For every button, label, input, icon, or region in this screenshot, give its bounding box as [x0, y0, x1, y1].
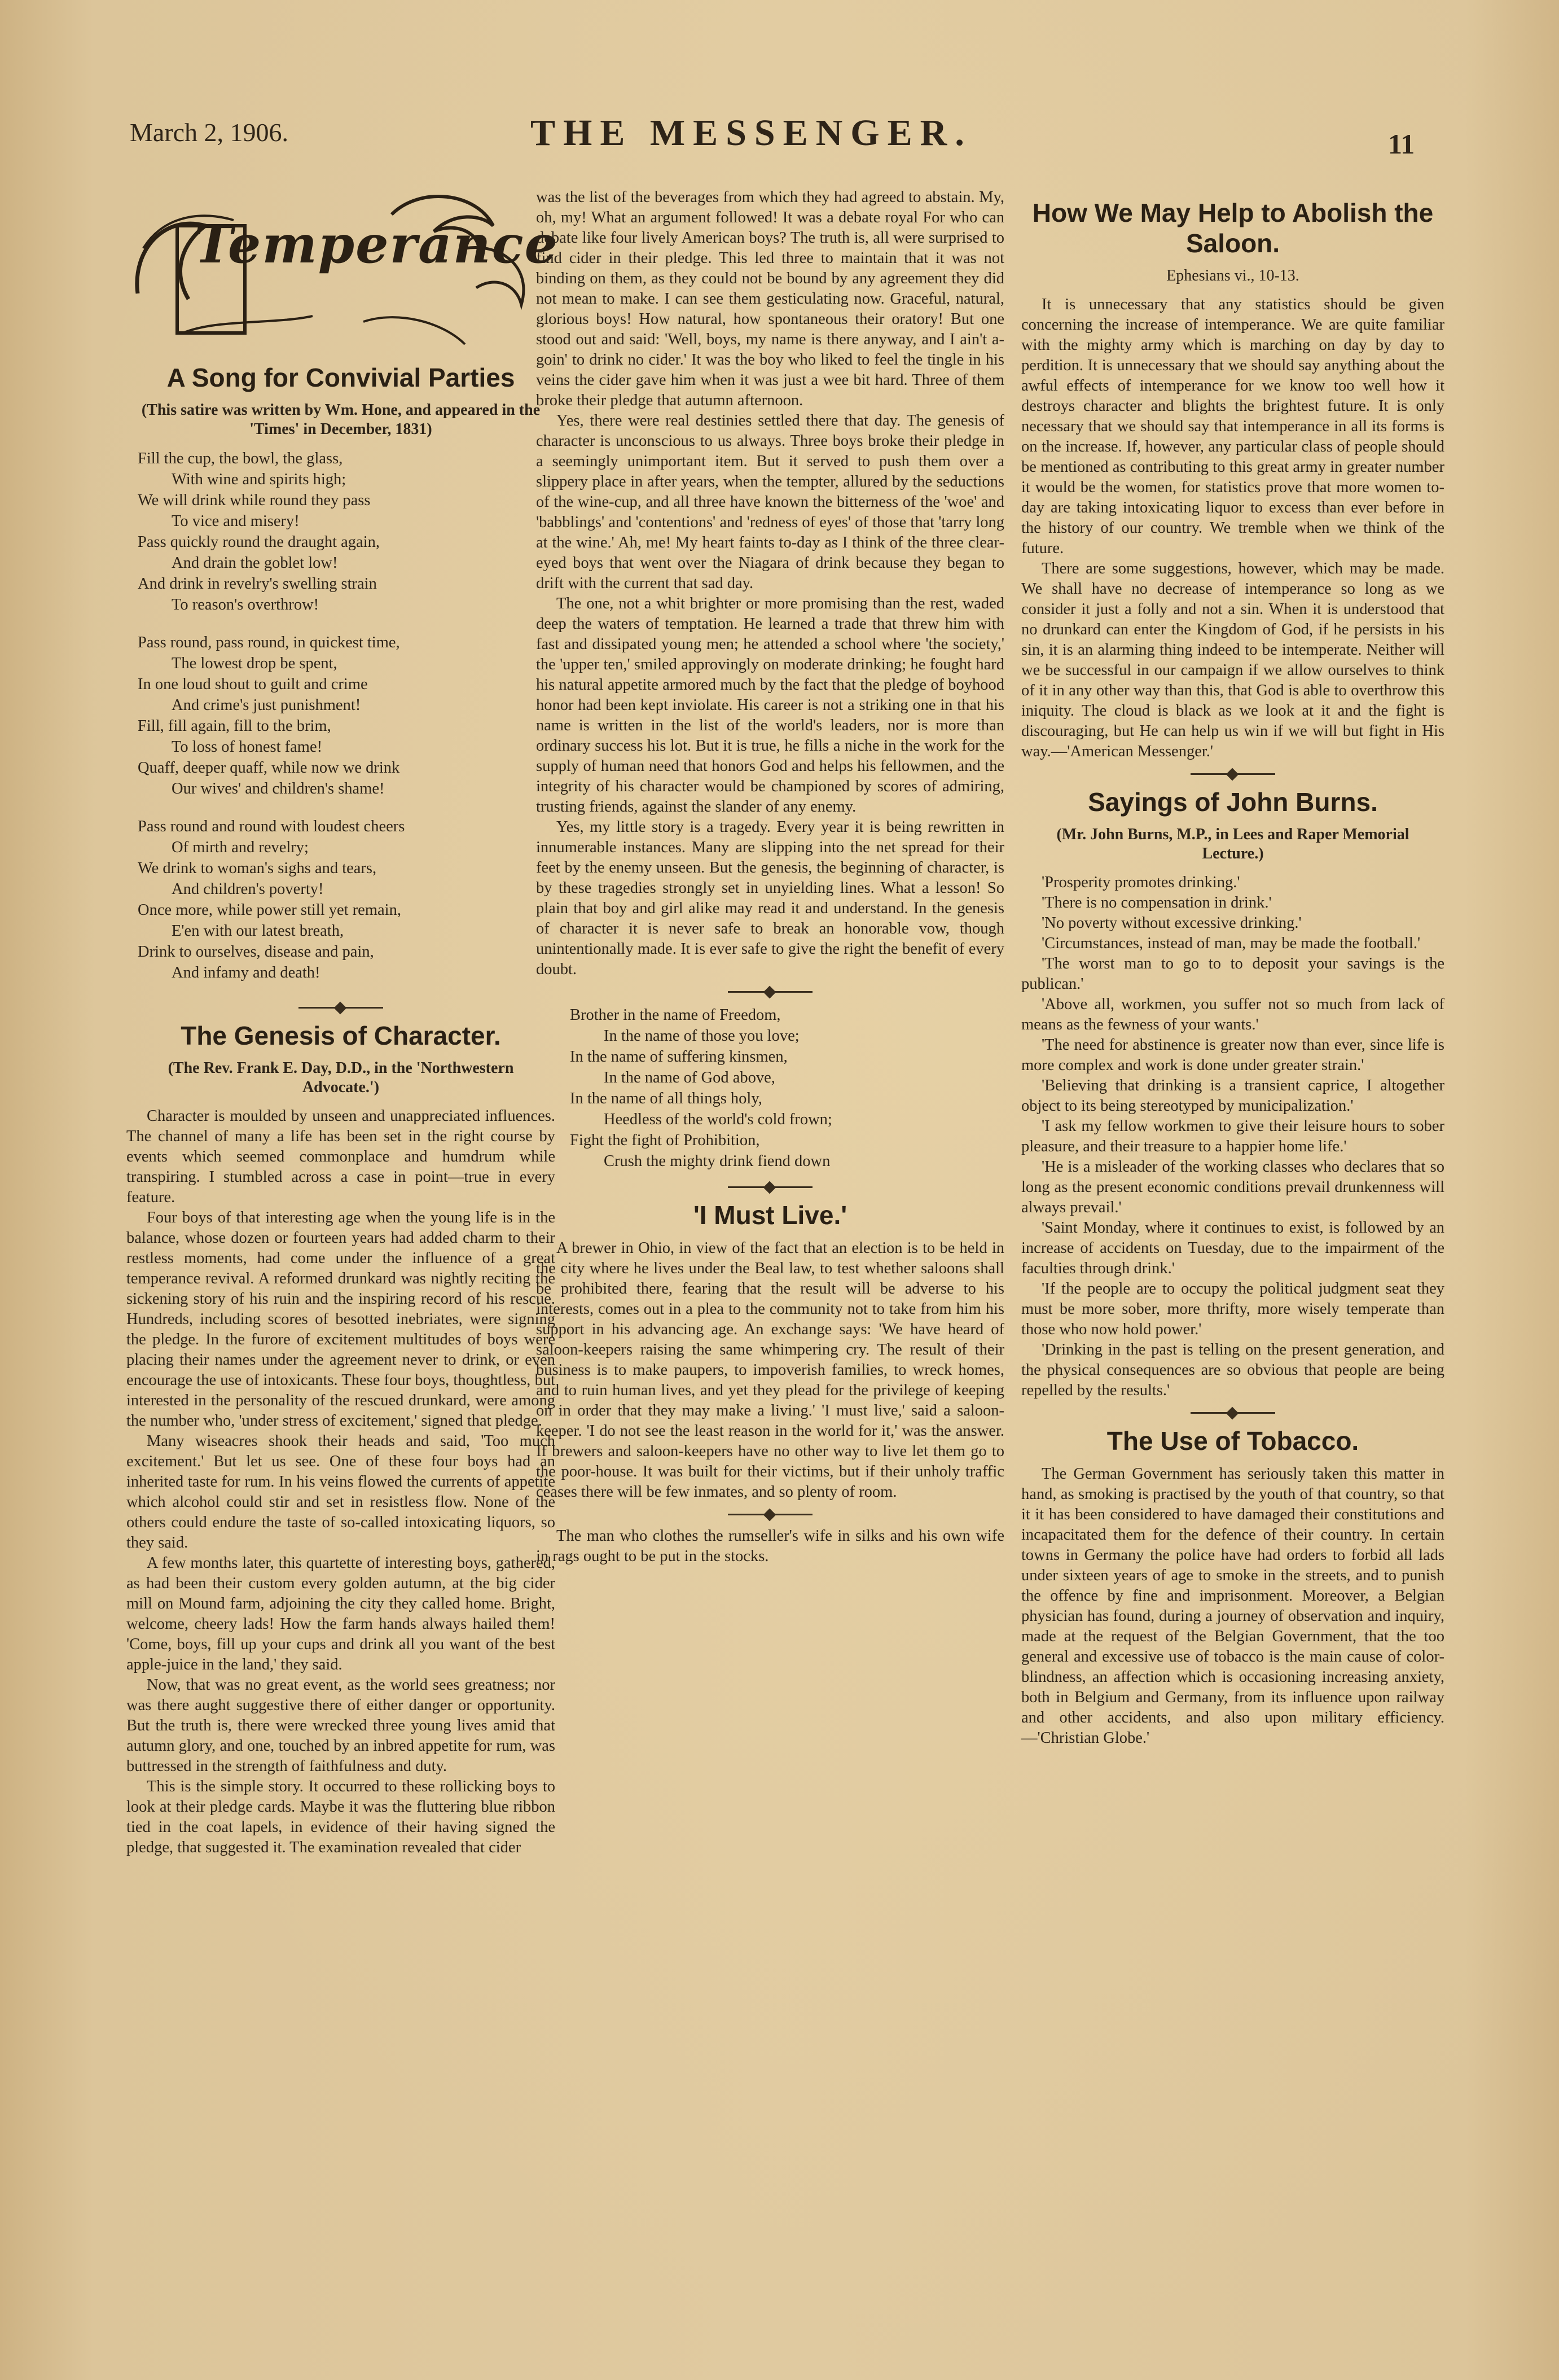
- burns-saying: 'Believing that drinking is a transient caprice, I altogether object to its being stereotyped by municipalization.': [1021, 1077, 1444, 1115]
- verse-line: In the name of all things holy,: [570, 1090, 762, 1107]
- burns-source: (Mr. John Burns, M.P., in Lees and Raper Memorial Lecture.): [1056, 826, 1409, 862]
- article-paragraph: was the list of the beverages from which they had agreed to abstain. My, oh, my! What an argument followed! It was a debate royal For who can debate like four lively American boys? The truth is, all were surprised to find cider in their pledge. This led three to maintain that it was not binding on them, as they could not be bound by any agreement they did not mean to make. I can see them gesticulating now. Graceful, natural, glorious boys! How natural, how spontaneous their oratory! But one stood out and said: 'Well, boys, my name is there anyway, and I ain't a-goin' to drink no cider.' It was the boy who liked to feel the tingle in his veins the cider gave him when it was just a wee bit hard. Three of them broke their pledge that autumn afternoon.: [536, 189, 1004, 409]
- burns-saying: 'Prosperity promotes drinking.': [1042, 874, 1240, 891]
- verse-line: And crime's just punishment!: [172, 696, 361, 714]
- page-number: 11: [1388, 128, 1415, 160]
- burns-saying: 'No poverty without excessive drinking.': [1042, 914, 1302, 932]
- must-live-title: 'I Must Live.': [693, 1200, 847, 1230]
- article-paragraph: The German Government has seriously taken this matter in hand, as smoking is practised by the youth of that country, so that it it has been considered to have damaged their constitutions and incapacitated them for the defence of their country. In certain towns in Germany the police have had orders to forbid all lads under sixteen years of age to smoke in the streets, and to punish the offence by fine and imprisonment. Moreover, a Belgian physician has found, during a journey of observation and inquiry, made at the request of the Belgian Government, that the too general and excessive use of tobacco is the main cause of color-blindness, an affection which is occasioning increasing anxiety, both in Belgium and Germany, from its influence upon railway and other accidents, and also upon military efficiency.—'Christian Globe.': [1021, 1465, 1444, 1747]
- abolish-title: How We May Help to Abolish the Saloon.: [1032, 198, 1434, 258]
- burns-saying: 'Drinking in the past is telling on the present generation, and the physical consequences are so obvious that people are being repelled by the results.': [1021, 1341, 1444, 1399]
- masthead-title: THE MESSENGER.: [530, 112, 972, 154]
- abolish-source: Ephesians vi., 10-13.: [1166, 267, 1299, 284]
- column-right: [1021, 192, 1444, 1748]
- burns-saying: 'If the people are to occupy the political judgment seat they must be more sober, more thrifty, more wisely temperate than those who now hold power.': [1021, 1280, 1444, 1338]
- genesis-source: (The Rev. Frank E. Day, D.D., in the 'Northwestern Advocate.'): [168, 1059, 514, 1096]
- burns-saying: 'The need for abstinence is greater now than ever, since life is more complex and work is done under greater strain.': [1021, 1036, 1444, 1074]
- verse-line: Pass round, pass round, in quickest time,: [138, 634, 400, 651]
- rumseller-note: The man who clothes the rumseller's wife in silks and his own wife in rags ought to be put in the stocks.: [536, 1527, 1004, 1565]
- burns-saying: 'He is a misleader of the working classes who declares that so long as the present economic conditions prevail drunkenness will always prevail.': [1021, 1158, 1444, 1216]
- article-paragraph: The one, not a whit brighter or more promising than the rest, waded deep the waters of temptation. He learned a trade that threw him with fast and dissipated young men; he attended a school where 'the society,' the 'upper ten,' smiled approvingly on moderate drinking; he fought hard his natural appetite armored much by the fact that the pledge of boyhood honor had been kept inviolate. His career is not a striking one in that his name is written in the list of the world's leaders, nor is more than ordinary success his lot. But it is true, he fills a niche in the work for the supply of human need that honors God and helps his fellowmen, and the integrity of his character would be championed by scores of admiring, trusting friends, against the slander of any enemy.: [536, 595, 1004, 816]
- verse-line: Pass round and round with loudest cheers: [138, 818, 405, 835]
- burns-saying: 'Saint Monday, where it continues to exist, is followed by an increase of accidents on Tuesday, due to the impairment of the faculties through drink.': [1021, 1219, 1444, 1277]
- verse-line: Heedless of the world's cold frown;: [604, 1111, 832, 1128]
- verse-line: The lowest drop be spent,: [172, 655, 337, 672]
- section-divider: [536, 1507, 1004, 1522]
- song-verse: [138, 448, 555, 983]
- burns-saying: 'Above all, workmen, you suffer not so much from lack of means as the fewness of your wants.': [1021, 996, 1444, 1033]
- column-middle: [536, 187, 1004, 1567]
- verse-line: And infamy and death!: [172, 964, 320, 981]
- verse-line: In the name of those you love;: [604, 1027, 800, 1045]
- section-divider: [1021, 766, 1444, 781]
- verse-line: To vice and misery!: [172, 512, 300, 530]
- burns-saying: 'Circumstances, instead of man, may be made the football.': [1042, 935, 1421, 952]
- freedom-verse: [570, 1005, 1004, 1172]
- verse-line: And drink in revelry's swelling strain: [138, 575, 377, 593]
- verse-line: Fight the fight of Prohibition,: [570, 1132, 760, 1149]
- article-paragraph: Character is moulded by unseen and unappreciated influences. The channel of many a life has been set in the right course by events which seemed commonplace and humdrum while transpiring. I stumbled across a case in point—true in every feature.: [126, 1107, 555, 1206]
- article-paragraph: Yes, my little story is a tragedy. Every year it is being rewritten in innumerable instances. Many are slipping into the net spread for their feet by the enemy unseen. But the genesis, the beginning of character, is by these tragedies strongly set in unyielding lines. What a lesson! So plain that boy and girl alike may read it and understand. In the genesis of character it is never safe to break an honorable vow, though unintentionally made. It is ever safe to give the right the benefit of every doubt.: [536, 818, 1004, 978]
- article-paragraph: A few months later, this quartette of interesting boys, gathered, as had been their custom every golden autumn, at the big cider mill on Mound farm, adjoining the city they called home. Bright, welcome, cheery lads! How the farm hands always hailed them! 'Come, boys, fill up your cups and drink all you want of the best apple-juice in the land,' they said.: [126, 1554, 555, 1673]
- verse-line: We drink to woman's sighs and tears,: [138, 860, 377, 877]
- song-stanza-3: [138, 816, 555, 983]
- article-paragraph: It is unnecessary that any statistics should be given concerning the increase of intemperance. We are quite familiar with the mighty army which is marching on day by day to perdition. It is unnecessary that we should say anything about the awful effects of intemperance for we know too well how it destroys character and blights the brightest future. It is only necessary that we should say that intemperance in all its forms is on the increase. If, however, any particular class of people should be mentioned as contributing to this great army in greater number it would be the women, for statistics prove that more women to-day are taking intoxicating liquor to excess than ever before in the history of our country. We tremble when we think of the future.: [1021, 296, 1444, 557]
- burns-saying: 'The worst man to go to to deposit your savings is the publican.': [1021, 955, 1444, 993]
- issue-date: March 2, 1906.: [130, 118, 289, 147]
- verse-line: E'en with our latest breath,: [172, 922, 344, 940]
- verse-line: Fill, fill again, fill to the brim,: [138, 717, 331, 735]
- song-title: A Song for Convivial Parties: [166, 363, 515, 392]
- section-divider: [126, 1000, 555, 1015]
- verse-line: In the name of suffering kinsmen,: [570, 1048, 788, 1066]
- tobacco-title: The Use of Tobacco.: [1106, 1426, 1359, 1456]
- verse-line: Brother in the name of Freedom,: [570, 1006, 781, 1024]
- temperance-heading: Temperance: [194, 214, 559, 275]
- verse-line: In one loud shout to guilt and crime: [138, 676, 368, 693]
- verse-line: And drain the goblet low!: [172, 554, 338, 572]
- section-divider: [1021, 1405, 1444, 1420]
- article-paragraph: Many wiseacres shook their heads and said, 'Too much excitement.' But let us see. One of these four boys had an inherited taste for rum. In his veins flowed the currents of appetite which alcohol could stir and set in resistless flow. None of the others could endure the taste of so-called intoxicating liquors, so they said.: [126, 1432, 555, 1551]
- burns-saying: 'I ask my fellow workmen to give their leisure hours to sober pleasure, and their treasure to a happier home life.': [1021, 1117, 1444, 1155]
- verse-line: With wine and spirits high;: [172, 471, 346, 488]
- verse-line: Crush the mighty drink fiend down: [604, 1152, 831, 1170]
- temperance-banner: [126, 181, 559, 350]
- verse-line: Once more, while power still yet remain,: [138, 901, 401, 919]
- verse-line: Pass quickly round the draught again,: [138, 533, 380, 551]
- verse-line: Fill the cup, the bowl, the glass,: [138, 450, 343, 467]
- verse-line: To reason's overthrow!: [172, 596, 319, 613]
- column-left: [126, 181, 559, 1858]
- song-source: (This satire was written by Wm. Hone, and appeared in the 'Times' in December, 1831): [141, 401, 541, 438]
- section-divider: [536, 984, 1004, 999]
- verse-line: And children's poverty!: [172, 880, 324, 898]
- verse-line: We will drink while round they pass: [138, 492, 371, 509]
- burns-saying: 'There is no compensation in drink.': [1042, 894, 1272, 911]
- article-paragraph: Yes, there were real destinies settled there that day. The genesis of character is unconscious to us always. Three boys broke their pledge in a seemingly unimportant item. But it served to push them over a slippery place in after years, when the tempter, allured by the seductions of the wine-cup, and all three have known the bitterness of the 'woe' and 'babblings' and 'contentions' and 'redness of eyes' of those that 'tarry long at the wine.' Ah, me! My heart faints to-day as I think of the three clear-eyed boys that went over the Niagara of drink because they began to drift with the current that sad day.: [536, 412, 1004, 592]
- verse-line: To loss of honest fame!: [172, 738, 323, 756]
- verse-line: Drink to ourselves, disease and pain,: [138, 943, 374, 961]
- verse-line: In the name of God above,: [604, 1069, 775, 1086]
- article-paragraph: There are some suggestions, however, which may be made. We shall have no decrease of intemperance so long as we consider it just a folly and not a sin. When it is understood that no drunkard can enter the Kingdom of God, if he persists in his sin, it is an alarming thing indeed to be intemperate. Neither will we be successful in our campaign if we allow ourselves to think of it in any other way than this, that God is able to overthrow this iniquity. The cloud is black as we look at it and the fight is discouraging, but He can help us win if we will but fight in His way.—'American Messenger.': [1021, 560, 1444, 760]
- verse-line: Quaff, deeper quaff, while now we drink: [138, 759, 400, 777]
- article-paragraph: Now, that was no great event, as the world sees greatness; nor was there aught suggestive there of either danger or opportunity. But the truth is, there were wrecked three young lives amid that autumn glory, and one, touched by an inbred appetite for rum, was buttressed in the strength of faithfulness and duty.: [126, 1676, 555, 1775]
- song-stanza-2: [138, 632, 555, 799]
- article-paragraph: A brewer in Ohio, in view of the fact that an election is to be held in the city where he lives under the Beal law, to test whether saloons shall be prohibited there, fearing that the result will be adverse to his interests, comes out in a plea to the community not to take from him his support in his advancing age. An exchange says: 'We have heard of saloon-keepers raising the same whimpering cry. The result of their business is to make paupers, to impoverish families, to wreck homes, and to ruin human lives, and yet they plead for the privilege of keeping on in order that they may make a living.' 'I must live,' said a saloon-keeper. 'I do not see the least reason in the world for it,' was the answer. If brewers and saloon-keepers have no other way to live let them go to the poor-house. It was built for their victims, but if their unholy traffic ceases there will be few inmates, and so plenty of room.: [536, 1239, 1004, 1501]
- article-paragraph: Four boys of that interesting age when the young life is in the balance, whose dozen or fourteen years had added charm to their restless moments, had come under the influence of a great temperance revival. A reformed drunkard was nightly reciting the sickening story of his ruin and the inspiring record of his rescue. Hundreds, including scores of besotted inebriates, were signing the pledge. In the furore of excitement multitudes of boys were placing their names under the agreement never to drink, or even encourage the use of intoxicants. These four boys, thoughtless, but interested in the personality of the rescued drunkard, were among the number who, 'under stress of excitement,' signed that pledge.: [126, 1209, 555, 1430]
- song-stanza-1: [138, 448, 555, 615]
- verse-line: Of mirth and revelry;: [172, 839, 309, 856]
- verse-line: Our wives' and children's shame!: [172, 780, 385, 797]
- section-divider: [536, 1180, 1004, 1194]
- burns-title: Sayings of John Burns.: [1088, 787, 1378, 817]
- genesis-title: The Genesis of Character.: [181, 1021, 501, 1050]
- article-paragraph: This is the simple story. It occurred to these rollicking boys to look at their pledge cards. Maybe it was the fluttering blue ribbon tied in the coat lapels, in evidence of their having signed the pledge, that suggested it. The examination revealed that cider: [126, 1778, 555, 1856]
